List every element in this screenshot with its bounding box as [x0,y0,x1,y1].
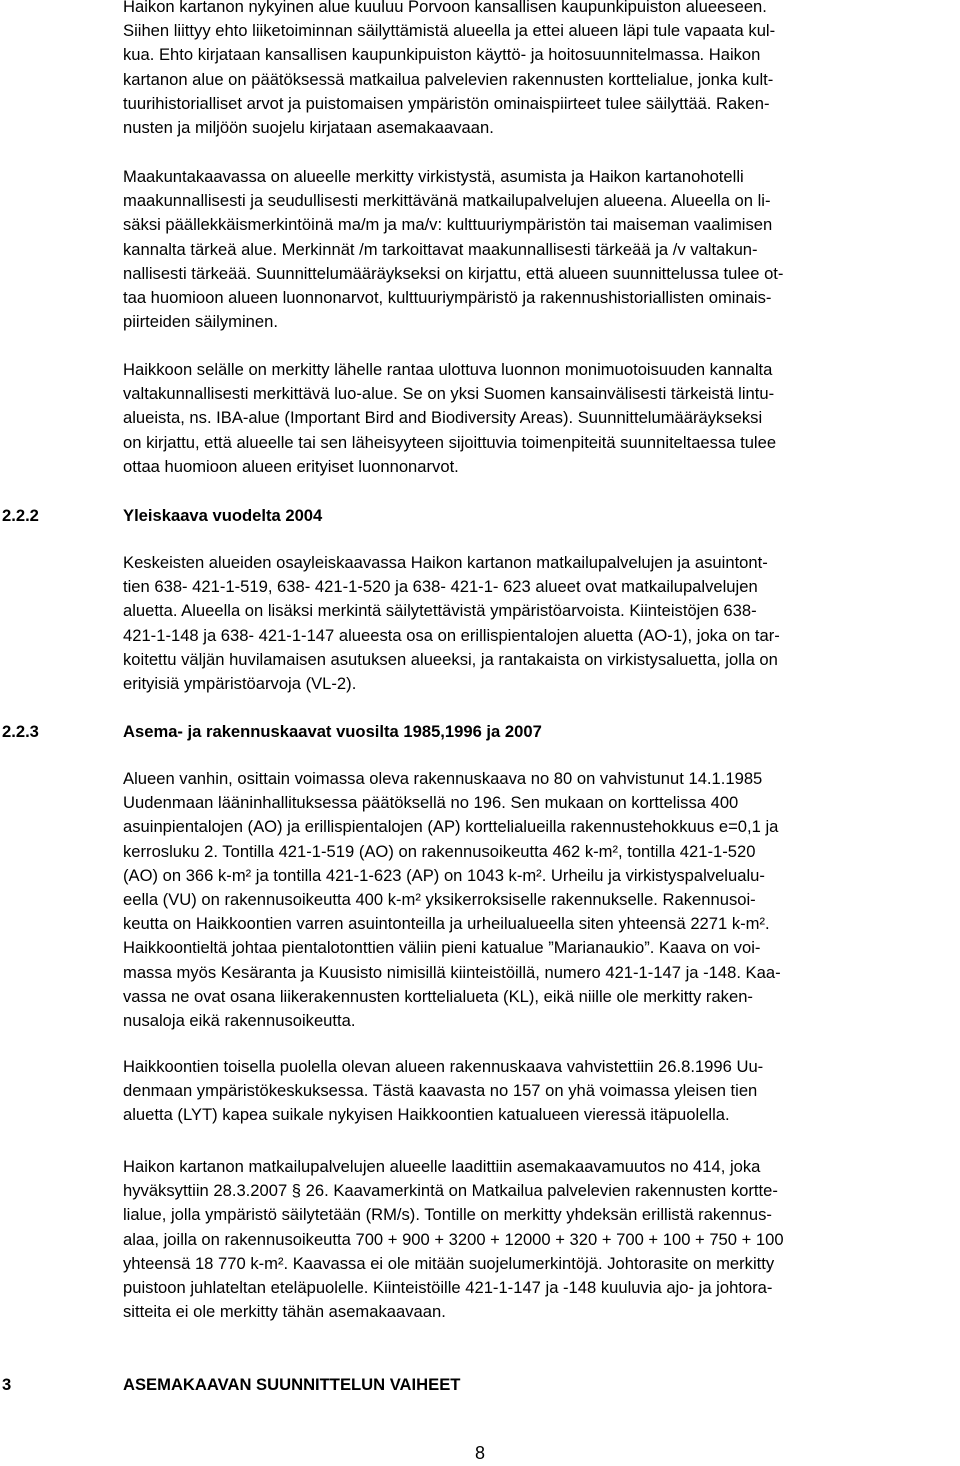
text-line: Haikkoontieltä johtaa pientalotonttien väliin pieni katualue ”Marianaukio”. Kaava on voi- [123,938,761,958]
text-line: Haikon kartanon nykyinen alue kuuluu Porvoon kansallisen kaupunkipuiston alueeseen. [123,0,767,16]
text-line: asuinpientalojen (AO) ja erillispientalojen (AP) korttelialueilla rakennustehokkuus e=0,1 ja [123,817,779,837]
text-line: sitteita ei ole merkitty tähän asemakaavaan. [123,1302,446,1322]
text-line: nusaloja eikä rakennusoikeutta. [123,1011,356,1031]
paragraph-rakennuskaava-1985 [123,767,955,1033]
text-line: tuurihistorialliset arvot ja puistomaisen ympäristön ominaispiirteet tulee säilyttää. Raken- [123,93,770,113]
text-line: kua. Ehto kirjataan kansallisen kaupunkipuiston käyttö- ja hoitosuunnitelmassa. Haikon [123,45,761,65]
text-line: ottaa huomioon alueen erityiset luonnonarvot. [123,456,459,476]
section-heading-3 [2,1373,460,1397]
text-line: vassa ne ovat osana liikerakennusten korttelialueta (KL), eikä niille ole merkitty raken- [123,986,753,1006]
paragraph-haikkoon-selka [123,358,955,479]
text-line: aluetta (LYT) kapea suikale nykyisen Haikkoontien katualueen vieressä itäpuolella. [123,1105,730,1125]
text-line: keutta on Haikkoontien varren asuintonteilla ja urheilualueella siten yhteensä 2271 k-m². [123,914,770,934]
text-line: Maakuntakaavassa on alueelle merkitty virkistystä, asumista ja Haikon kartanohotelli [123,167,744,186]
text-line: kannalta tärkeä alue. Merkinnät /m tarkoittavat maakunnallisesti tärkeää ja /v valtakun- [123,239,758,259]
text-line: säksi päällekkäismerkintöinä ma/m ja ma/v: kulttuuriympäristön tai maiseman vaalimisen [123,215,773,235]
section-number: 2.2.2 [2,506,39,525]
text-line: Alueen vanhin, osittain voimassa oleva rakennuskaava no 80 on vahvistunut 14.1.1985 [123,769,763,788]
text-line: puistoon juhlateltan eteläpuolelle. Kiinteistöille 421-1-147 ja -148 kuuluvia ajo- ja johtora- [123,1278,773,1298]
text-line: Haikkoon selälle on merkitty lähelle rantaa ulottuva luonnon monimuotoisuuden kannalta [123,360,773,379]
text-line: Uudenmaan lääninhallituksessa päätöksellä no 196. Sen mukaan on korttelissa 400 [123,793,739,813]
section-title: Yleiskaava vuodelta 2004 [123,506,323,525]
text-line: hyväksyttiin 28.3.2007 § 26. Kaavamerkintä on Matkailua palvelevien rakennusten kortte- [123,1181,778,1201]
text-line: on kirjattu, että alueelle tai sen läheisyyteen sijoittuvia toimenpiteitä suunniteltaessa tulee [123,432,777,452]
text-line: nusten ja miljöön suojelu kirjataan asemakaavaan. [123,118,494,138]
paragraph-maakuntakaava [123,165,955,334]
text-line: maakunnallisesti ja seudullisesti merkittävänä matkailupalvelujen alueena. Alueella on li- [123,191,771,211]
paragraph-kansallinen-kaupunkipuisto [123,0,955,140]
text-line: taa huomioon alueen luonnonarvot, kulttuuriympäristö ja rakennushistoriallisten ominais- [123,288,772,308]
text-line: 421-1-148 ja 638- 421-1-147 alueesta osa on erillispientalojen aluetta (AO-1), joka on tar- [123,625,780,645]
text-line: erityisiä ympäristöarvoja (VL-2). [123,674,357,694]
text-line: kerrosluku 2. Tontilla 421-1-519 (AO) on rakennusoikeutta 462 k-m², tontilla 421-1-520 [123,841,756,861]
text-line: tien 638- 421-1-519, 638- 421-1-520 ja 638- 421-1- 623 alueet ovat matkailupalvelujen [123,577,758,597]
section-title: ASEMAKAAVAN SUUNNITTELUN VAIHEET [123,1375,461,1394]
text-line: massa myös Kesäranta ja Kuusisto nimisillä kiinteistöillä, numero 421-1-147 ja -148. Kaa- [123,962,781,982]
text-line: Keskeisten alueiden osayleiskaavassa Haikon kartanon matkailupalvelujen ja asuintont- [123,553,768,572]
text-line: denmaan ympäristökeskuksessa. Tästä kaavasta no 157 on yhä voimassa yleisen tien [123,1081,758,1101]
paragraph-asemakaava-2007 [123,1155,955,1324]
text-line: eella (VU) on rakennusoikeutta 400 k-m² yksikerroksiselle rakennukselle. Rakennusoi- [123,890,756,910]
text-line: Haikon kartanon matkailupalvelujen alueelle laadittiin asemakaavamuutos no 414, joka [123,1157,761,1176]
text-line: kartanon alue on päätöksessä matkailua palvelevien rakennusten korttelialue, jonka kult- [123,69,774,89]
text-line: alaa, joilla on rakennusoikeutta 700 + 900 + 3200 + 12000 + 320 + 700 + 100 + 750 + 100 [123,1229,784,1249]
section-title: Asema- ja rakennuskaavat vuosilta 1985,1996 ja 2007 [123,722,542,741]
text-line: yhteensä 18 770 k-m². Kaavassa ei ole mitään suojelumerkintöjä. Johtorasite on merkitty [123,1253,775,1273]
text-line: (AO) on 366 k-m² ja tontilla 421-1-623 (AP) on 1043 k-m². Urheilu ja virkistyspalvelualu- [123,865,765,885]
text-line: piirteiden säilyminen. [123,312,278,332]
section-heading-2-2-3 [2,720,542,744]
text-line: Siihen liittyy ehto liiketoiminnan säilyttämistä alueella ja ettei alueen läpi tule vapaata kul- [123,21,776,41]
text-line: koitettu väljän huvilamaisen asutuksen alueeksi, ja rantakaista on virkistysaluetta, jolla on [123,649,778,669]
text-line: aluetta. Alueella on lisäksi merkintä säilytettävistä ympäristöarvoista. Kiinteistöjen 638- [123,601,757,621]
paragraph-yleiskaava [123,551,955,696]
paragraph-rakennuskaava-1996 [123,1055,955,1128]
page-number: 8 [474,1443,485,1463]
text-line: valtakunnallisesti merkittävä luo-alue. Se on yksi Suomen kansainvälisesti tärkeistä lintu- [123,384,775,404]
text-line: alueista, ns. IBA-alue (Important Bird and Biodiversity Areas). Suunnittelumääräykseksi [123,408,763,428]
section-number: 3 [2,1375,12,1394]
text-line: lialue, jolla ympäristö säilytetään (RM/s). Tontille on merkitty yhdeksän erillistä rakennus- [123,1205,772,1225]
text-line: nallisesti tärkeää. Suunnittelumääräykseksi on kirjattu, että alueen suunnittelussa tulee ot- [123,263,784,283]
section-heading-2-2-2 [2,504,322,528]
text-line: Haikkoontien toisella puolella olevan alueen rakennuskaava vahvistettiin 26.8.1996 Uu- [123,1057,764,1076]
section-number: 2.2.3 [2,722,39,741]
